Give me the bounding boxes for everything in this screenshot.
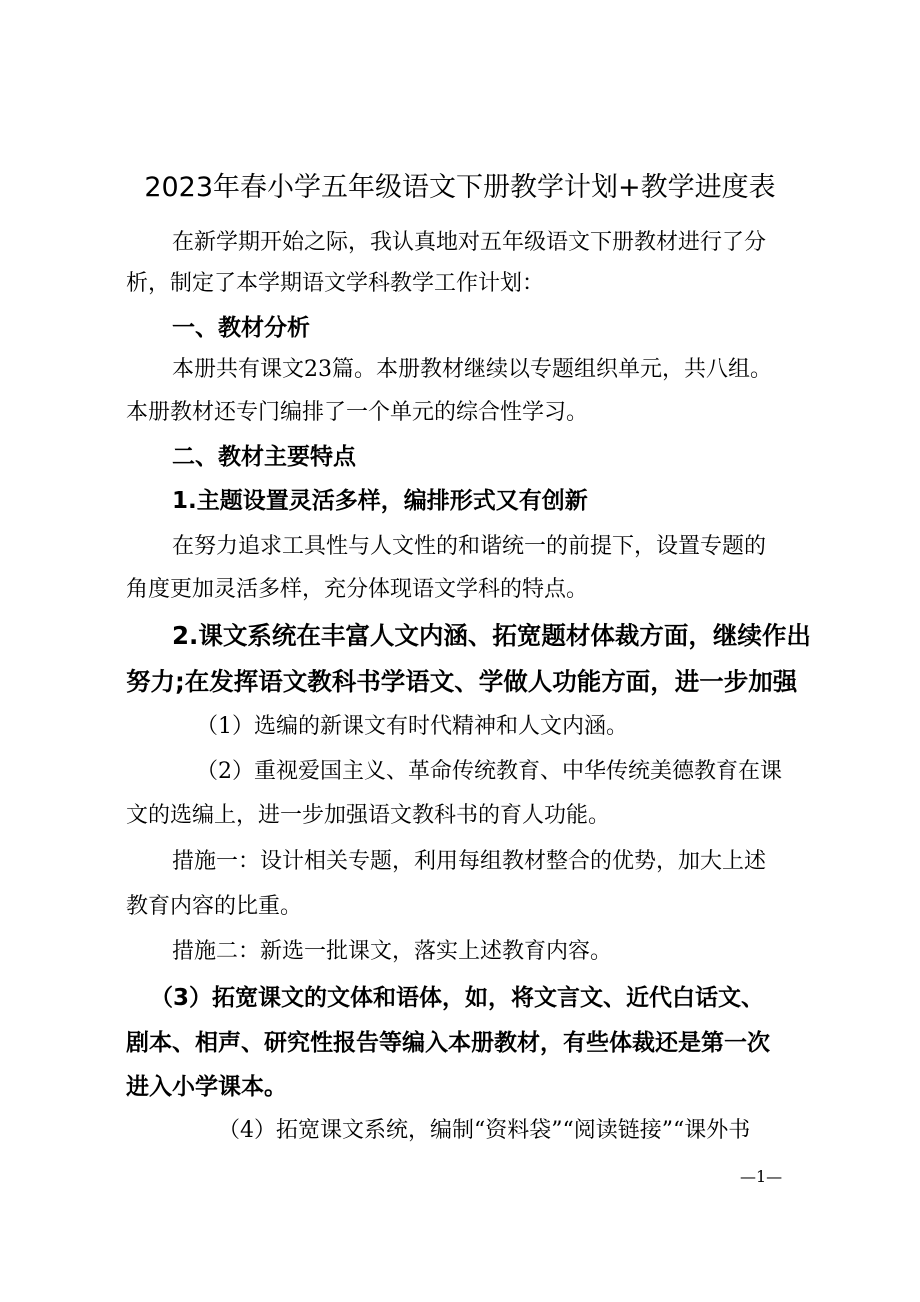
- paragraph-line: 角度更加灵活多样，充分体现语文学科的特点。: [126, 577, 589, 602]
- paragraph-line: 析，制定了本学期语文学科教学工作计划：: [126, 271, 545, 296]
- paragraph-line: 在新学期开始之际，我认真地对五年级语文下册教材进行了分: [172, 230, 767, 255]
- document-title: 2023年春小学五年级语文下册教学计划+教学进度表: [144, 172, 776, 203]
- paragraph-line: 措施二：新选一批课文，落实上述教育内容。: [172, 939, 613, 964]
- paragraph-line: 教育内容的比重。: [126, 894, 303, 919]
- emphasis-line: 剧本、相声、研究性报告等编入本册教材，有些体裁还是第一次: [126, 1030, 770, 1056]
- emphasis-line: 进入小学课本。: [126, 1074, 287, 1100]
- page-number: —1—: [740, 1167, 783, 1186]
- subsection-heading: 1.主题设置灵活多样，编排形式又有创新: [172, 488, 588, 514]
- paragraph-line: 本册共有课文23篇。本册教材继续以专题组织单元，共八组。: [172, 357, 772, 382]
- paragraph-line: 本册教材还专门编排了一个单元的综合性学习。: [126, 400, 589, 425]
- subsection-heading: 努力;在发挥语文教科书学语文、学做人功能方面，进一步加强: [126, 667, 798, 696]
- paragraph-line: 在努力追求工具性与人文性的和谐统一的前提下，设置专题的: [172, 534, 767, 559]
- paragraph-line: （2）重视爱国主义、革命传统教育、中华传统美德教育在课: [196, 759, 782, 784]
- emphasis-line: （3）拓宽课文的文体和语体，如，将文言文、近代白话文、: [150, 985, 765, 1011]
- paragraph-line: （4）拓宽课文系统，编制“资料袋”“阅读链接”“课外书: [218, 1118, 751, 1143]
- section-heading: 一、教材分析: [172, 315, 310, 341]
- paragraph-line: 文的选编上，进一步加强语文教科书的育人功能。: [126, 803, 611, 828]
- subsection-heading: 2.课文系统在丰富人文内涵、拓宽题材体裁方面，继续作出: [172, 621, 811, 650]
- section-heading: 二、教材主要特点: [172, 444, 356, 470]
- paragraph-line: （1）选编的新课文有时代精神和人文内涵。: [196, 714, 628, 739]
- paragraph-line: 措施一：设计相关专题，利用每组教材整合的优势，加大上述: [172, 849, 767, 874]
